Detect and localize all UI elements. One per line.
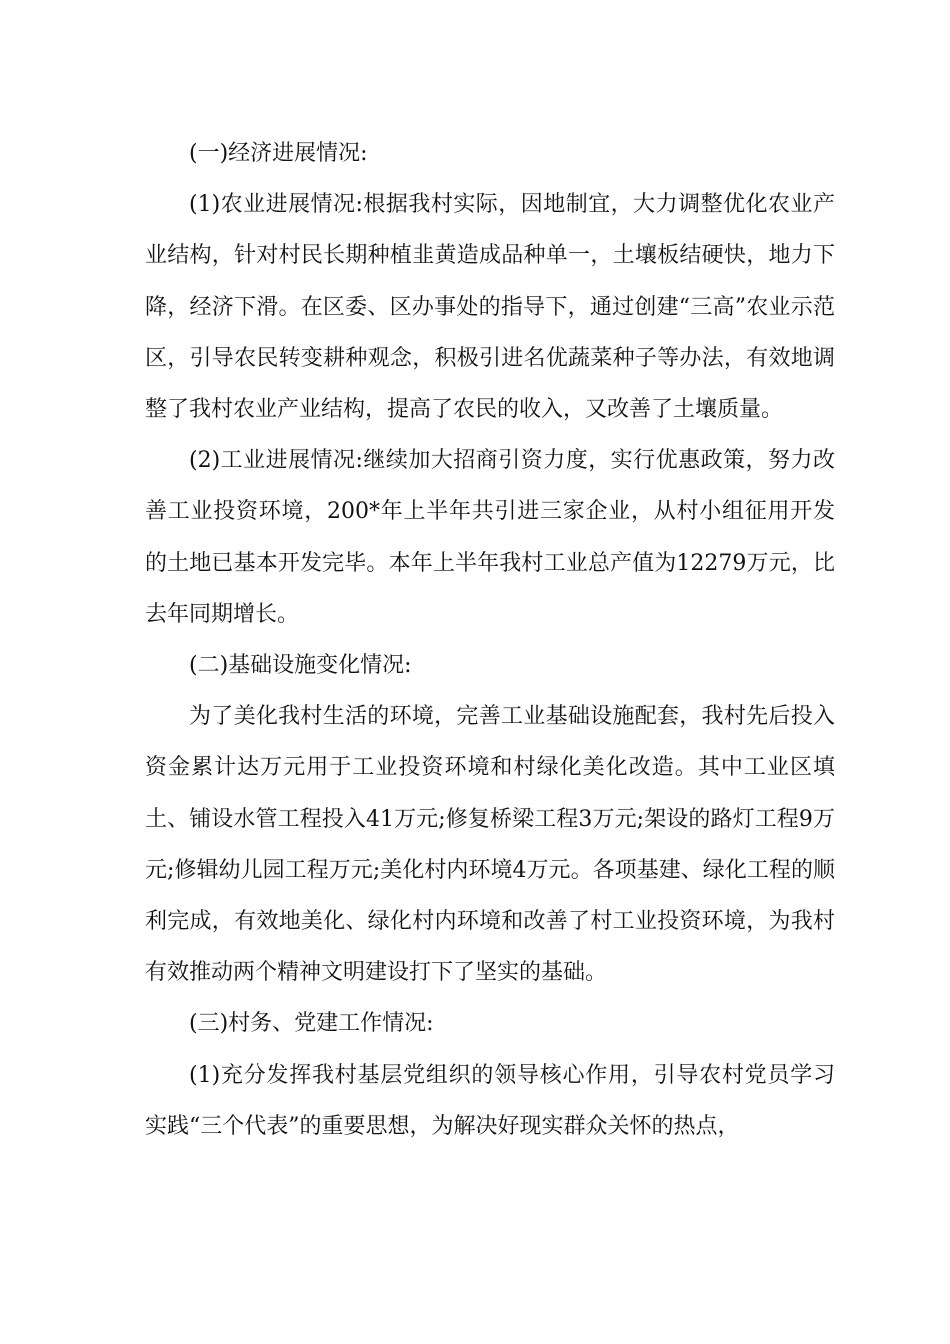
paragraph-infrastructure: 为了美化我村生活的环境，完善工业基础设施配套，我村先后投入资金累计达万元用于工业投资环境和村绿化美化改造。其中工业区填土、铺设水管工程投入41万元;修复桥梁工程3万元;架设的路灯工程9万元;修辑幼儿园工程万元;美化村内环境4万元。各项基建、绿化工程的顺利完成，有效地美化、绿化村内环境和改善了村工业投资环境，为我村有效推动两个精神文明建设打下了坚实的基础。: [145, 704, 835, 986]
section-heading-infrastructure: (二)基础设施变化情况:: [189, 653, 412, 679]
paragraph-industry: (2)工业进展情况:继续加大招商引资力度，实行优惠政策，努力改善工业投资环境，200*年上半年共引进三家企业，从村小组征用开发的土地已基本开发完毕。本年上半年我村工业总产值为12279万元，比去年同期增长。: [145, 448, 835, 627]
paragraph-agriculture: (1)农业进展情况:根据我村实际，因地制宜，大力调整优化农业产业结构，针对村民长期种植韭黄造成品种单一，土壤板结硬快，地力下降，经济下滑。在区委、区办事处的指导下，通过创建“三高”农业示范区，引导农民转变耕种观念，积极引进名优蔬菜种子等办法，有效地调整了我村农业产业结构，提高了农民的收入，又改善了土壤质量。: [145, 192, 835, 423]
paragraph-party-building: (1)充分发挥我村基层党组织的领导核心作用，引导农村党员学习实践“三个代表”的重要思想，为解决好现实群众关怀的热点，: [145, 1062, 835, 1139]
section-heading-economy: (一)经济进展情况:: [189, 141, 368, 166]
section-heading-village-affairs: (三)村务、党建工作情况:: [189, 1011, 434, 1037]
document-page: [145, 128, 835, 1152]
